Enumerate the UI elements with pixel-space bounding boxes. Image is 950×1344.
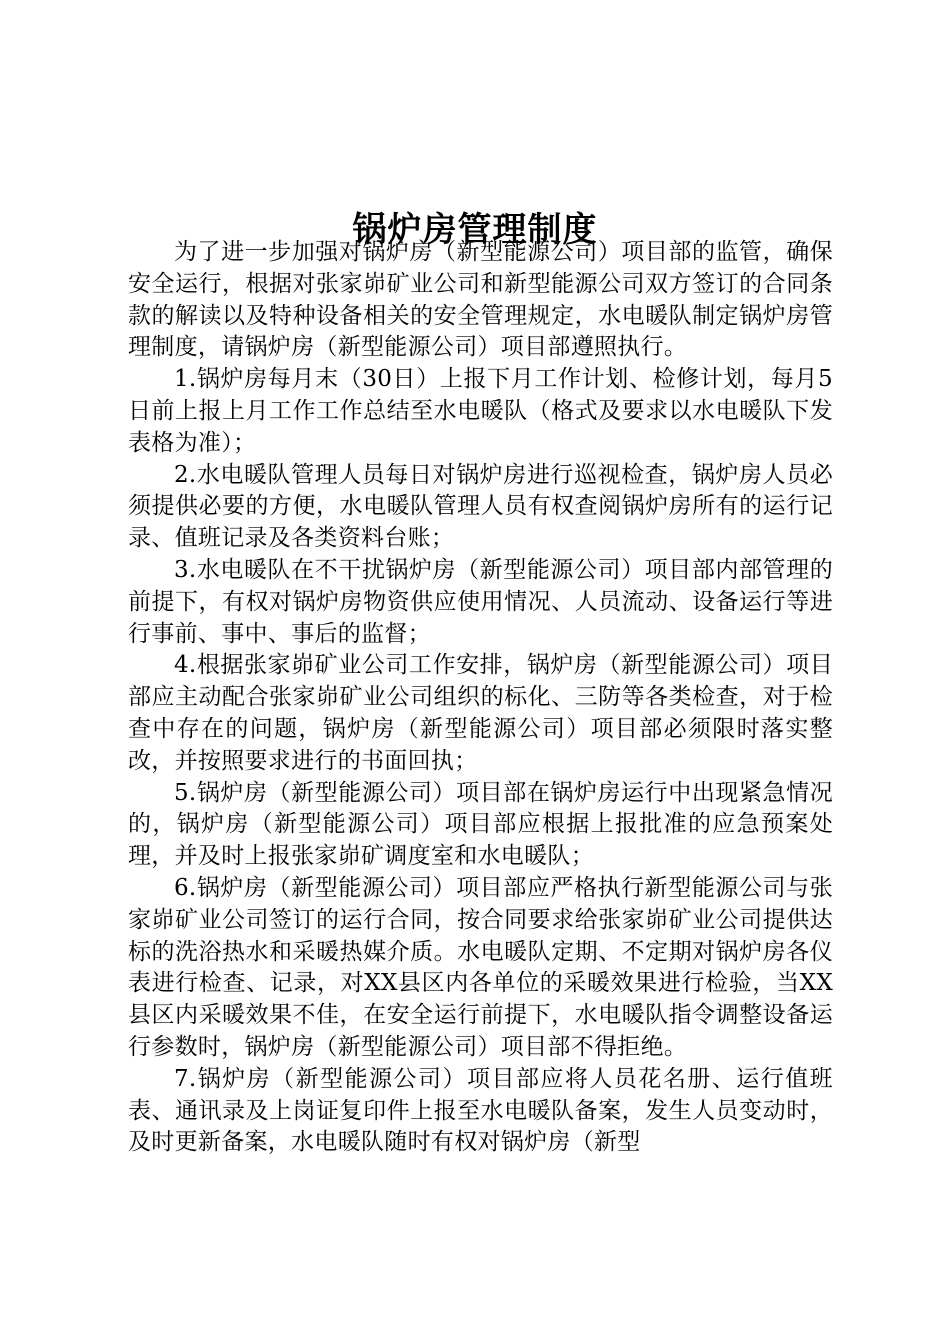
rule-item-2: 2.水电暖队管理人员每日对锅炉房进行巡视检查，锅炉房人员必须提供必要的方便，水电暖队管理人员有权查阅锅炉房所有的运行记录、值班记录及各类资料台账； [128,461,833,552]
rule-item-3: 3.水电暖队在不干扰锅炉房（新型能源公司）项目部内部管理的前提下，有权对锅炉房物资供应使用情况、人员流动、设备运行等进行事前、事中、事后的监督； [128,556,833,647]
rule-item-6: 6.锅炉房（新型能源公司）项目部应严格执行新型能源公司与张家峁矿业公司签订的运行合同，按合同要求给张家峁矿业公司提供达标的洗浴热水和采暖热媒介质。水电暖队定期、不定期对锅炉房各仪表进行检查、记录，对XX县区内各单位的采暖效果进行检验，当XX县区内采暖效果不佳，在安全运行前提下，水电暖队指令调整设备运行参数时，锅炉房（新型能源公司）项目部不得拒绝。 [128,874,833,1060]
rule-item-4: 4.根据张家峁矿业公司工作安排，锅炉房（新型能源公司）项目部应主动配合张家峁矿业公司组织的标化、三防等各类检查，对于检查中存在的问题，锅炉房（新型能源公司）项目部必须限时落实整改，并按照要求进行的书面回执； [128,652,833,774]
rule-item-7: 7.锅炉房（新型能源公司）项目部应将人员花名册、运行值班表、通讯录及上岗证复印件上报至水电暖队备案，发生人员变动时，及时更新备案，水电暖队随时有权对锅炉房（新型 [128,1065,833,1156]
document-title: 锅炉房管理制度 [352,209,598,250]
rule-item-5: 5.锅炉房（新型能源公司）项目部在锅炉房运行中出现紧急情况的，锅炉房（新型能源公司）项目部应根据上报批准的应急预案处理，并及时上报张家峁矿调度室和水电暖队； [128,779,833,870]
intro-paragraph: 为了进一步加强对锅炉房（新型能源公司）项目部的监管，确保安全运行，根据对张家峁矿业公司和新型能源公司双方签订的合同条款的解读以及特种设备相关的安全管理规定，水电暖队制定锅炉房管理制度，请锅炉房（新型能源公司）项目部遵照执行。 [128,239,833,361]
document-body [128,237,833,1159]
rule-item-1: 1.锅炉房每月末（30日）上报下月工作计划、检修计划，每月5日前上报上月工作工作总结至水电暖队（格式及要求以水电暖队下发表格为准）； [128,366,833,456]
